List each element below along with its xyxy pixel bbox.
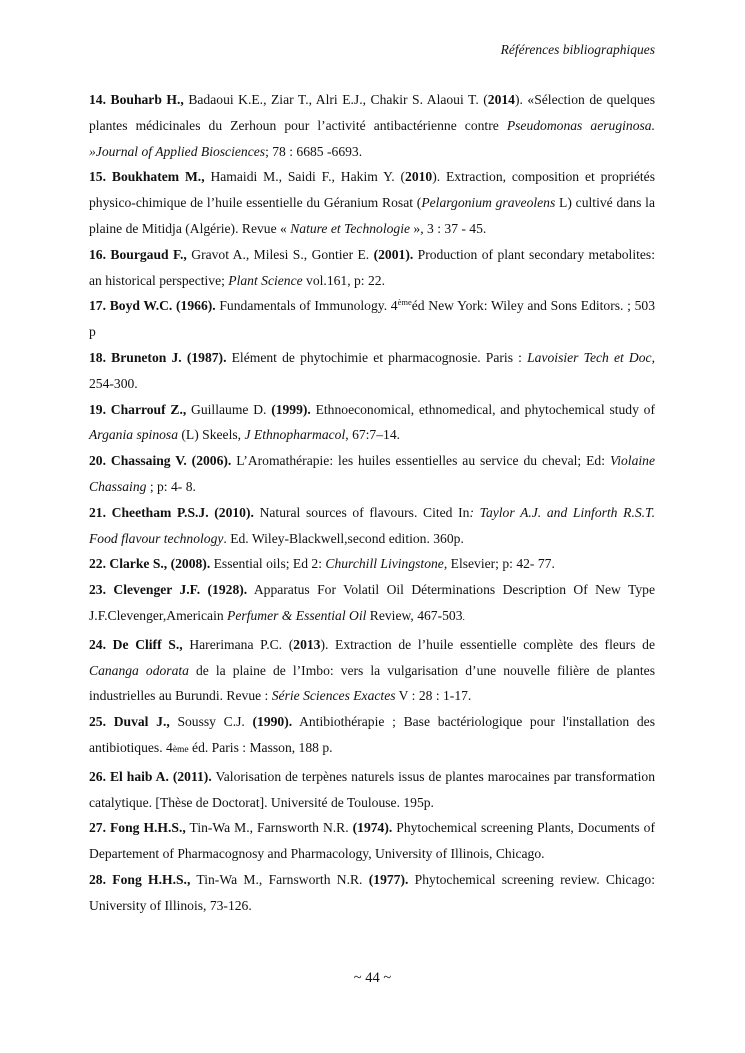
reference-item: 19. Charrouf Z., Guillaume D. (1999). Ethnoeconomical, ethnomedical, and phytochemical study of Argania spinosa (L) Skeels, J Ethnopharmacol, 67:7–14. [89, 401, 655, 443]
reference-item: 24. De Cliff S., Harerimana P.C. (2013). Extraction de l’huile essentielle complète des fleurs de Cananga odorata de la plaine de l’Imbo: vers la vulgarisation d’une nouvelle filière de plantes industrielles au Burundi. Revue : Série Sciences Exactes V : 28 : 1-17. [89, 636, 656, 704]
reference-item: 17. Boyd W.C. (1966). Fundamentals of Immunology. 4èmeéd New York: Wiley and Sons Editors. ; 503 p [89, 297, 655, 340]
reference-item: 26. El haib A. (2011). Valorisation de terpènes naturels issus de plantes marocaines par transformation catalytique. [Thèse de Doctorat]. Université de Toulouse. 195p. [89, 768, 655, 810]
reference-item: 23. Clevenger J.F. (1928). Apparatus For Volatil Oil Déterminations Description Of New Type J.F.Clevenger,Americain Perfumer & Essential Oil Review, 467-503. [89, 582, 655, 623]
reference-list [89, 87, 655, 919]
reference-item: 28. Fong H.H.S., Tin-Wa M., Farnsworth N.R. (1977). Phytochemical screening review. Chicago: University of Illinois, 73-126. [89, 871, 655, 913]
running-header: Références bibliographiques [500, 42, 655, 57]
reference-item: 27. Fong H.H.S., Tin-Wa M., Farnsworth N.R. (1974). Phytochemical screening Plants, Documents of Departement of Pharmacognosy and Pharmacology, University of Illinois, Chicago. [89, 820, 655, 862]
reference-item: 25. Duval J., Soussy C.J. (1990). Antibiothérapie ; Base bactériologique pour l'installation des antibiotiques. 4ème éd. Paris : Masson, 188 p. [89, 714, 655, 755]
reference-item: 22. Clarke S., (2008). Essential oils; Ed 2: Churchill Livingstone, Elsevier; p: 42- 77. [89, 556, 555, 572]
reference-item: 21. Cheetham P.S.J. (2010). Natural sources of flavours. Cited In: Taylor A.J. and Linforth R.S.T. Food flavour technology. Ed. Wiley-Blackwell,second edition. 360p. [89, 504, 655, 546]
reference-item: 20. Chassaing V. (2006). L’Aromathérapie: les huiles essentielles au service du cheval; Ed: Violaine Chassaing ; p: 4- 8. [89, 453, 655, 494]
reference-item: 18. Bruneton J. (1987). Elément de phytochimie et pharmacognosie. Paris : Lavoisier Tech et Doc, 254-300. [89, 349, 655, 391]
reference-item: 14. Bouharb H., Badaoui K.E., Ziar T., Alri E.J., Chakir S. Alaoui T. (2014). «Sélection de quelques plantes médicinales du Zerhoun pour l’activité antibactérienne contre Pseudomonas aeruginosa. »Journal of Applied Biosciences; 78 : 6685 -6693. [89, 92, 655, 159]
reference-item: 15. Boukhatem M., Hamaidi M., Saidi F., Hakim Y. (2010). Extraction, composition et propriétés physico-chimique de l’huile essentielle du Géranium Rosat (Pelargonium graveolens L) cultivé dans la plaine de Mitidja (Algérie). Revue « Nature et Technologie », 3 : 37 - 45. [89, 169, 655, 236]
page-number: ~ 44 ~ [353, 970, 392, 986]
reference-item: 16. Bourgaud F., Gravot A., Milesi S., Gontier E. (2001). Production of plant secondary metabolites: an historical perspective; Plant Science vol.161, p: 22. [89, 246, 655, 288]
